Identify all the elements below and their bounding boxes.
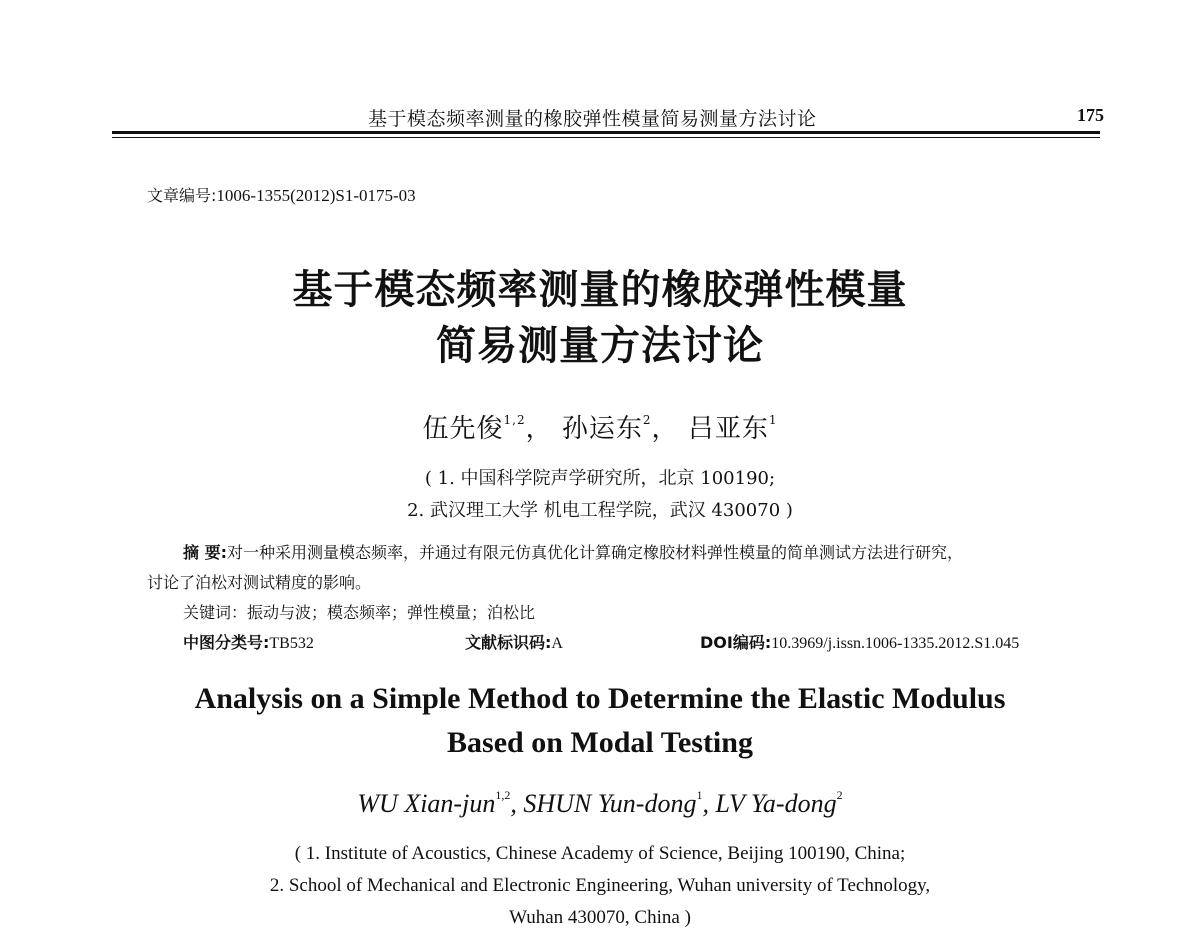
doi-value: 10.3969/j.issn.1006-1335.2012.S1.045 (771, 635, 1020, 652)
header-rule-thin (112, 137, 1100, 138)
affiliation-cn-line1: ( 1. 中国科学院声学研究所，北京 100190; (424, 468, 776, 489)
affiliation-cn-line2: 2. 武汉理工大学 机电工程学院，武汉 430070 ) (407, 500, 793, 521)
author-cn-name: 吕亚东 (687, 414, 769, 444)
title-en-line2: Based on Modal Testing (447, 726, 753, 759)
abstract-cn-line1 (183, 540, 963, 563)
running-head (0, 104, 1200, 130)
keywords-cn: 关键词：振动与波；模态频率；弹性模量；泊松比 (183, 603, 536, 622)
abstract-text-1: 对一种采用测量模态频率，并通过有限元仿真优化计算确定橡胶材料弹性模量的简单测试方法进行研究， (226, 543, 963, 562)
author-en-affil: 1,2 (495, 788, 511, 802)
affiliation-en-line3: Wuhan 430070, China ) (509, 907, 691, 928)
author-cn-affil: 2 (642, 413, 652, 427)
header-rule-thick (112, 131, 1100, 134)
running-head-title: 基于模态频率测量的橡胶弹性模量简易测量方法讨论 (368, 108, 817, 130)
author-en-affil: 2 (836, 788, 843, 802)
author-cn-name: 伍先俊 (422, 414, 504, 444)
article-number-label: 文章编号: (147, 186, 217, 205)
author-cn-affil: 1,2 (503, 413, 526, 427)
author-en-name: SHUN Yun-dong (523, 789, 697, 818)
page-number: 175 (1077, 105, 1104, 125)
author-en-affil: 1 (696, 788, 703, 802)
title-cn-line2: 简易测量方法讨论 (436, 323, 764, 369)
authors-cn (0, 408, 1200, 445)
article-number-value: 1006-1355(2012)S1-0175-03 (216, 186, 416, 205)
affiliation-en-line1: ( 1. Institute of Acoustics, Chinese Academy of Science, Beijing 100190, China; (294, 843, 906, 864)
affiliation-en-line2: 2. School of Mechanical and Electronic Engineering, Wuhan university of Technology, (269, 875, 931, 896)
title-en-line1: Analysis on a Simple Method to Determine the Elastic Modulus (194, 682, 1006, 715)
document-code (465, 630, 563, 653)
doi-label: DOI编码: (700, 633, 772, 652)
clc-number (183, 630, 314, 653)
author-en-name: WU Xian-jun (357, 789, 496, 818)
authors-en (0, 788, 1200, 819)
doi (700, 630, 1019, 653)
clc-label: 中图分类号: (183, 633, 270, 652)
article-number (147, 183, 416, 206)
abstract-label: 摘 要: (183, 543, 227, 562)
author-cn-affil: 1 (768, 413, 778, 427)
title-cn-line1: 基于模态频率测量的橡胶弹性模量 (292, 267, 908, 313)
author-en-sep: , (702, 789, 716, 818)
document-code-label: 文献标识码: (465, 633, 552, 652)
author-cn-sep: ， (525, 414, 553, 444)
author-en-sep: , (510, 789, 524, 818)
author-cn-sep: ， (651, 414, 679, 444)
document-code-value: A (551, 635, 563, 652)
abstract-cn-line2: 讨论了泊松对测试精度的影响。 (147, 573, 372, 592)
author-en-name: LV Ya-dong (715, 789, 837, 818)
clc-value: TB532 (269, 635, 314, 652)
author-cn-name: 孙运东 (561, 414, 643, 444)
